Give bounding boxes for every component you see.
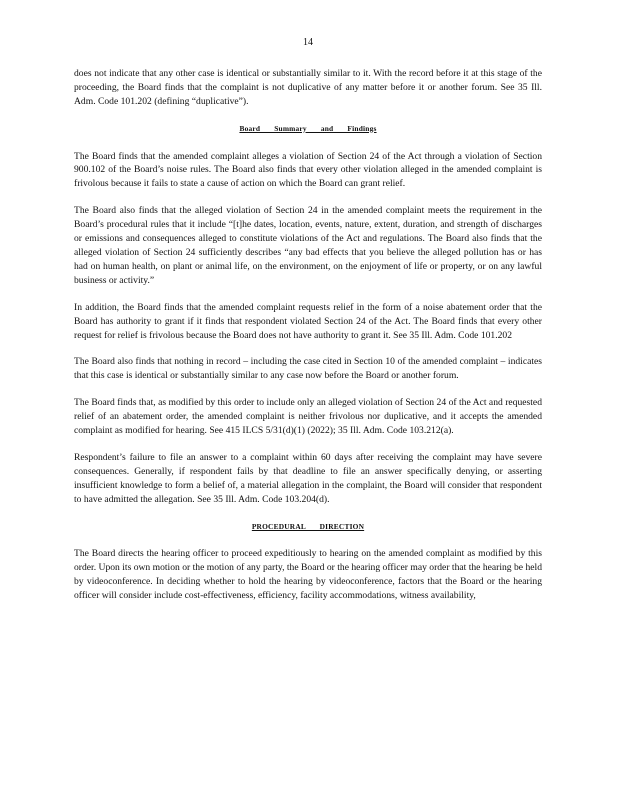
paragraph-procedural-requirements: The Board also finds that the alleged violation of Section 24 in the amended complaint meets the requirement in the Board’s procedural rules that it include “[t]he dates, location, events, nature, extent, duration, and strength of discharges or emissions and consequences alleged to constitute violations of the Act and regulations. The Board also finds that the alleged violation of Section 24 sufficiently describes “any bad effects that you believe the alleged pollution has or has had on human health, on plant or animal life, on the environment, on the enjoyment of life or property, or on any lawful business or activity.” — [74, 205, 542, 286]
paragraph-not-identical: The Board also finds that nothing in record – including the case cited in Section 10 of the amended complaint – indicates that this case is identical or substantially similar to any case now before the Board or another forum. — [74, 356, 542, 382]
paragraph-answer-consequences: Respondent’s failure to file an answer to a complaint within 60 days after receiving the complaint may have severe consequences. Generally, if respondent fails by that deadline to file an answer specifically denying, or asserting insufficient knowledge to form a belief of, a material allegation in the complaint, the Board will consider that respondent to have admitted the allegation. See 35 Ill. Adm. Code 103.204(d). — [74, 451, 542, 505]
paragraph-hearing-direction: The Board directs the hearing officer to proceed expeditiously to hearing on the amended complaint as modified by this order. Upon its own motion or the motion of any party, the Board or the hearing officer may order that the hearing be held by videoconference. In deciding whether to hold the hearing by videoconference, factors that the Board or the hearing officer will consider include cost-effectiveness, efficiency, facility accommodations, witness availability, — [74, 548, 542, 602]
paragraph-relief-requested: In addition, the Board finds that the amended complaint requests relief in the form of a noise abatement order that the Board has authority to grant if it finds that respondent violated Section 24 of the Act. The Board finds that every other request for relief is frivolous because the Board does not have authority to grant it. See 35 Ill. Adm. Code 101.202 — [74, 301, 542, 341]
heading-container — [74, 122, 542, 136]
paragraph-duplicative: does not indicate that any other case is identical or substantially similar to it. With the record before it at this stage of the proceeding, the Board finds that the complaint is not duplicative of any matter before it or another forum. See 35 Ill. Adm. Code 101.202 (defining “duplicative”). — [74, 67, 542, 107]
section-heading-procedural-direction: PROCEDURAL DIRECTION — [251, 521, 365, 531]
heading-container — [74, 520, 542, 534]
section-heading-board-summary: Board Summary and Findings — [239, 123, 377, 133]
page-number: 14 — [303, 37, 313, 48]
paragraph-section-24-finding: The Board finds that the amended complaint alleges a violation of Section 24 of the Act through a violation of Section 900.102 of the Board’s noise rules. The Board also finds that every other violation alleged in the amended complaint is frivolous because it fails to state a cause of action on which the Board can grant relief. — [74, 150, 542, 190]
paragraph-accepted-for-hearing: The Board finds that, as modified by this order to include only an alleged violation of Section 24 of the Act and requested relief of an abatement order, the amended complaint is neither frivolous nor duplicative, and it accepts the amended complaint as modified for hearing. See 415 ILCS 5/31(d)(1) (2022); 35 Ill. Adm. Code 103.212(a). — [74, 397, 542, 437]
